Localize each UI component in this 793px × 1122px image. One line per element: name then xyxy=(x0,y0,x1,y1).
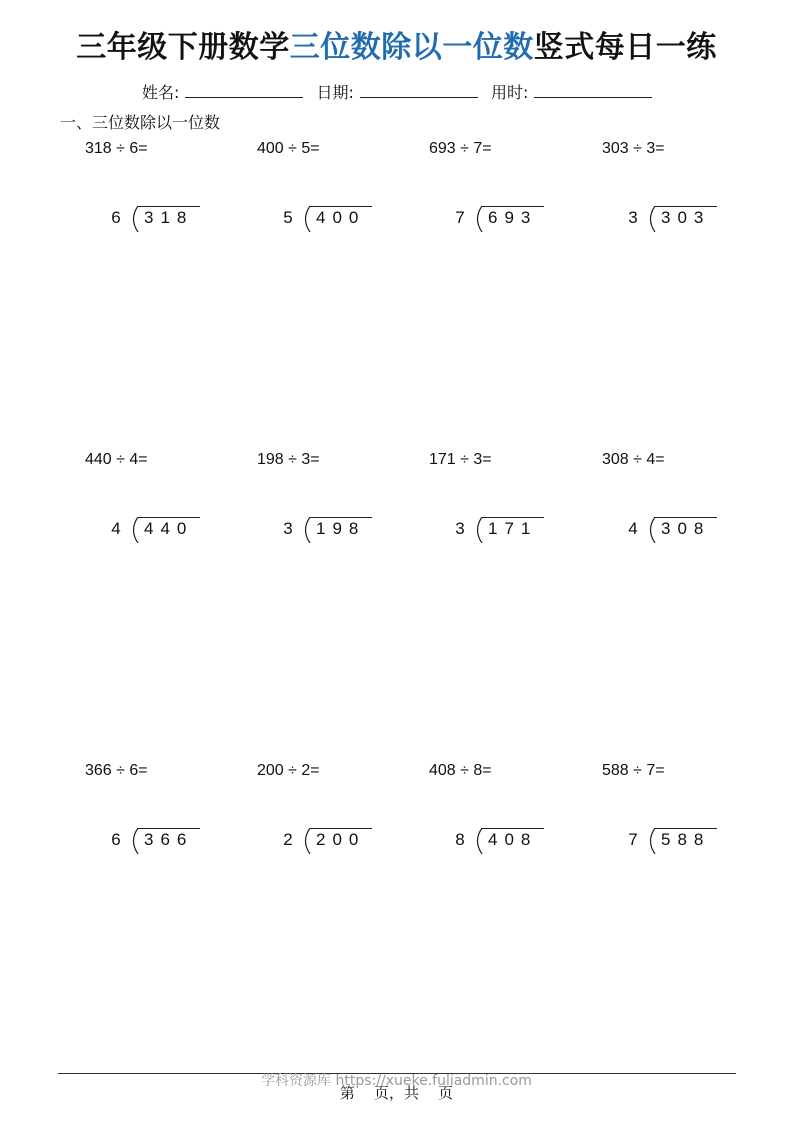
dividend: 588 xyxy=(661,830,711,849)
long-division-setup[interactable] xyxy=(454,202,589,232)
divisor: 2 xyxy=(283,830,293,849)
divisor: 8 xyxy=(455,830,465,849)
division-bracket xyxy=(643,206,659,232)
dividend: 400 xyxy=(316,208,366,227)
dividend: 303 xyxy=(661,208,711,227)
division-problem xyxy=(85,762,245,872)
division-bar xyxy=(310,517,372,518)
division-bracket xyxy=(126,206,142,232)
equation-text: 200 ÷ 2= xyxy=(257,762,320,779)
division-problem xyxy=(429,140,589,250)
division-bracket xyxy=(298,517,314,543)
division-bar xyxy=(138,517,200,518)
division-bracket xyxy=(643,828,659,854)
long-division-setup[interactable] xyxy=(110,824,245,854)
division-bar xyxy=(310,206,372,207)
watermark: 学科资源库 https://xueke.fuliadmin.com xyxy=(261,1073,532,1089)
dividend: 318 xyxy=(144,208,194,227)
long-division-setup[interactable] xyxy=(282,513,417,543)
long-division-setup[interactable] xyxy=(627,824,762,854)
division-problem xyxy=(257,762,417,872)
division-bar xyxy=(310,828,372,829)
long-division-setup[interactable] xyxy=(454,513,589,543)
division-problem xyxy=(257,451,417,561)
divisor: 3 xyxy=(283,519,293,538)
divisor: 4 xyxy=(111,519,121,538)
divisor: 4 xyxy=(628,519,638,538)
equation-text: 318 ÷ 6= xyxy=(85,140,148,157)
dividend: 693 xyxy=(488,208,538,227)
dividend: 308 xyxy=(661,519,711,538)
division-problem xyxy=(257,140,417,250)
division-bracket xyxy=(298,206,314,232)
division-bracket xyxy=(126,517,142,543)
division-bracket xyxy=(126,828,142,854)
long-division-setup[interactable] xyxy=(282,202,417,232)
long-division-setup[interactable] xyxy=(282,824,417,854)
division-problem xyxy=(85,451,245,561)
divisor: 3 xyxy=(628,208,638,227)
division-bar xyxy=(482,828,544,829)
long-division-setup[interactable] xyxy=(627,202,762,232)
time-label: 用时: xyxy=(491,83,529,102)
equation-text: 308 ÷ 4= xyxy=(602,451,665,468)
divisor: 7 xyxy=(628,830,638,849)
divisor: 5 xyxy=(283,208,293,227)
division-bar xyxy=(655,828,717,829)
division-bracket xyxy=(470,828,486,854)
division-problem xyxy=(602,451,762,561)
divisor: 6 xyxy=(111,830,121,849)
equation-text: 693 ÷ 7= xyxy=(429,140,492,157)
long-division-setup[interactable] xyxy=(110,513,245,543)
division-bar xyxy=(138,828,200,829)
equation-text: 440 ÷ 4= xyxy=(85,451,148,468)
division-bracket xyxy=(470,517,486,543)
division-problem xyxy=(429,762,589,872)
equation-text: 408 ÷ 8= xyxy=(429,762,492,779)
divisor: 3 xyxy=(455,519,465,538)
division-bar xyxy=(482,517,544,518)
equation-text: 400 ÷ 5= xyxy=(257,140,320,157)
dividend: 440 xyxy=(144,519,194,538)
long-division-setup[interactable] xyxy=(110,202,245,232)
section-title: 一、三位数除以一位数 xyxy=(60,113,221,132)
title-prefix: 三年级下册数学 xyxy=(76,30,290,65)
date-blank[interactable] xyxy=(360,83,478,98)
date-label: 日期: xyxy=(316,83,354,102)
title-highlight: 三位数除以一位数 xyxy=(289,30,534,65)
division-problem xyxy=(602,140,762,250)
time-blank[interactable] xyxy=(534,83,652,98)
equation-text: 198 ÷ 3= xyxy=(257,451,320,468)
division-bar xyxy=(482,206,544,207)
dividend: 408 xyxy=(488,830,538,849)
division-bracket xyxy=(470,206,486,232)
dividend: 171 xyxy=(488,519,538,538)
division-bar xyxy=(138,206,200,207)
division-problem xyxy=(429,451,589,561)
name-blank[interactable] xyxy=(185,83,303,98)
equation-text: 171 ÷ 3= xyxy=(429,451,492,468)
divisor: 6 xyxy=(111,208,121,227)
division-bracket xyxy=(298,828,314,854)
division-bar xyxy=(655,206,717,207)
divisor: 7 xyxy=(455,208,465,227)
worksheet-title xyxy=(0,22,793,66)
division-problem xyxy=(85,140,245,250)
equation-text: 366 ÷ 6= xyxy=(85,762,148,779)
division-bracket xyxy=(643,517,659,543)
name-label: 姓名: xyxy=(142,83,180,102)
dividend: 366 xyxy=(144,830,194,849)
long-division-setup[interactable] xyxy=(454,824,589,854)
dividend: 200 xyxy=(316,830,366,849)
title-suffix: 竖式每日一练 xyxy=(533,30,717,65)
student-info-row xyxy=(142,80,660,103)
dividend: 198 xyxy=(316,519,366,538)
division-problem xyxy=(602,762,762,872)
equation-text: 588 ÷ 7= xyxy=(602,762,665,779)
long-division-setup[interactable] xyxy=(627,513,762,543)
equation-text: 303 ÷ 3= xyxy=(602,140,665,157)
page-number: 第 页，共 页 xyxy=(339,1084,454,1102)
division-bar xyxy=(655,517,717,518)
